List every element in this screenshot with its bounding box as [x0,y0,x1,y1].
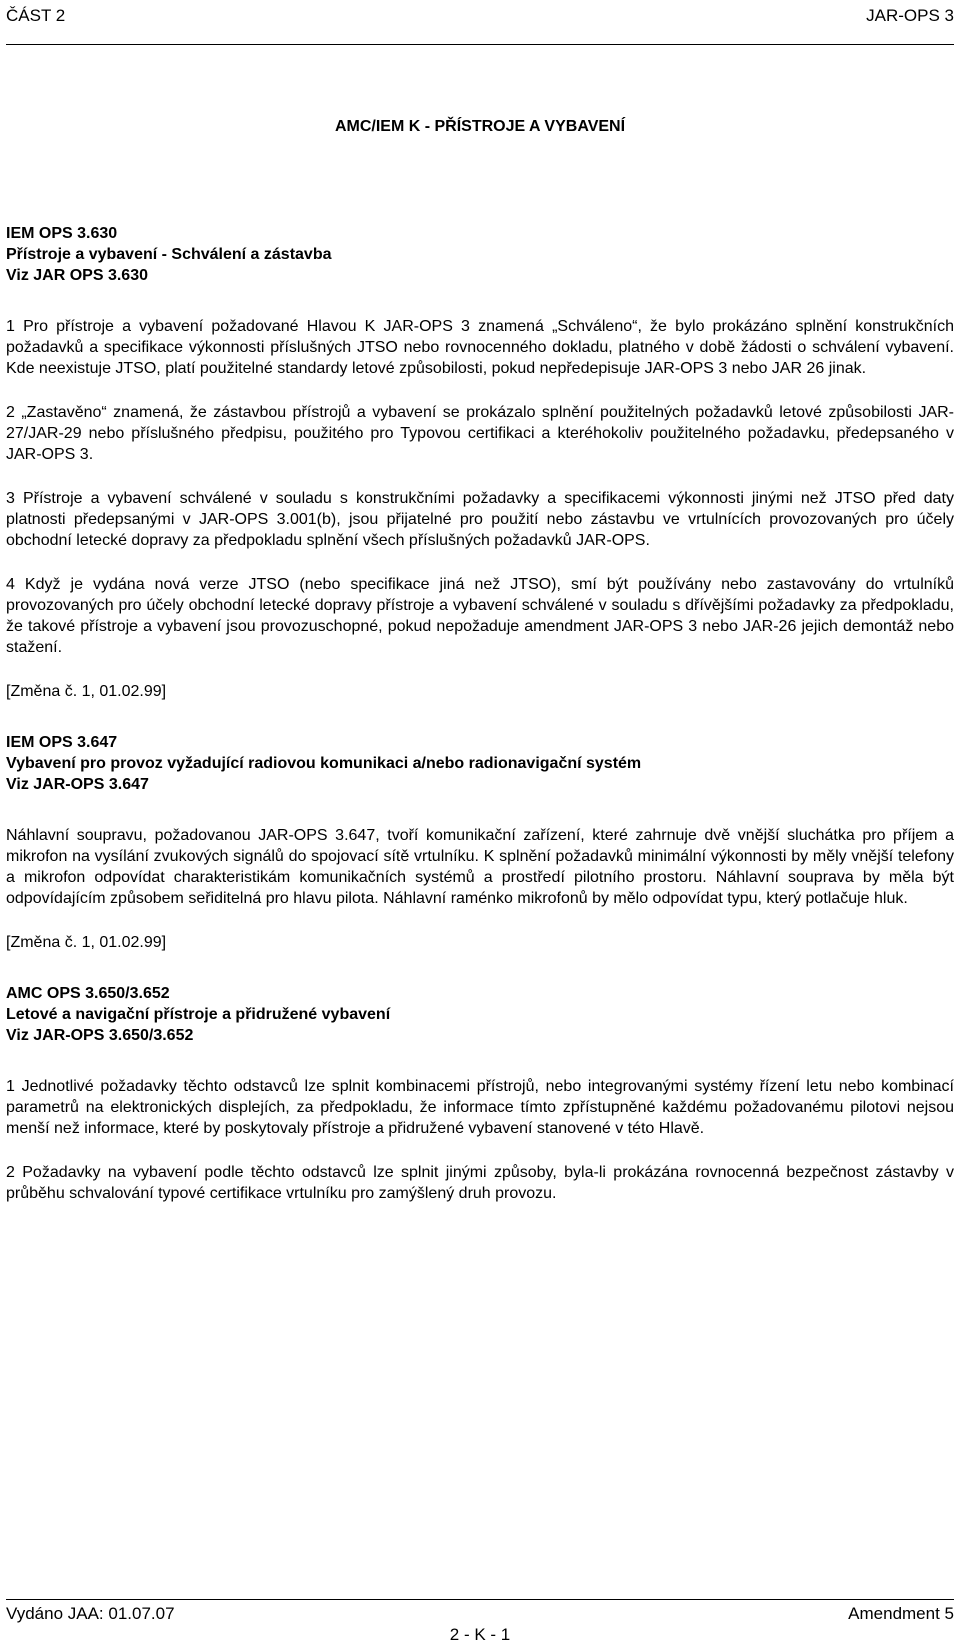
footer-amendment: Amendment 5 [848,1604,954,1623]
paragraph: 2 Požadavky na vybavení podle těchto odstavců lze splnit jinými způsoby, byla-li prokázána rovnocenná bezpečnost zástavby v průběhu schvalování typové certifikace vrtulníku pro zamýšlený druh provozu. [6,1164,954,1202]
page-title: AMC/IEM K - PŘÍSTROJE A VYBAVENÍ [334,118,626,135]
section-iem-ops-3-630 [6,223,954,702]
section-title: Přístroje a vybavení - Schválení a zástavba [6,246,332,263]
footer-issue-date: Vydáno JAA: 01.07.07 [6,1604,175,1623]
section-reference: Viz JAR OPS 3.630 [6,267,148,284]
paragraph: Náhlavní soupravu, požadovanou JAR-OPS 3.647, tvoří komunikační zařízení, které zahrnuje dvě vnější sluchátka pro příjem a mikrofon na vysílání zvukových signálů do spojovací sítě vrtulníku. K splnění požadavků minimální výkonnosti by měly vnější telefony a mikrofon odpovídat charakteristikám komunikačních systémů a prostředí pilotního prostoru. Náhlavní souprava by měla být odpovídajícím způsobem seřiditelná pro hlavu pilota. Náhlavní raménko mikrofonů by mělo odpovídat typu, který potlačuje hluk. [6,827,954,907]
section-heading [6,223,954,286]
section-reference: Viz JAR-OPS 3.647 [6,776,149,793]
section-code: IEM OPS 3.647 [6,734,118,751]
paragraph: 1 Jednotlivé požadavky těchto odstavců lze splnit kombinacemi přístrojů, nebo integrovanými systémy řízení letu nebo kombinací parametrů na elektronických displejích, za předpokladu, že informace tímto zpřístupněné každému požadovanému pilotovi nejsou menší než informace, které by poskytovaly přístroje a přidružené vybavení stanovené v této Hlavě. [6,1078,954,1137]
section-code: IEM OPS 3.630 [6,225,118,242]
section-title: Vybavení pro provoz vyžadující radiovou komunikaci a/nebo radionavigační systém [6,755,642,772]
section-heading [6,732,954,795]
section-code: AMC OPS 3.650/3.652 [6,985,170,1002]
paragraph: 1 Pro přístroje a vybavení požadované Hlavou K JAR-OPS 3 znamená „Schváleno“, že bylo prokázáno splnění konstrukčních požadavků a specifikace výkonnosti příslušných JTSO nebo rovnocenného dokladu, platného v době žádosti o schválení vybavení. Kde neexistuje JTSO, platí použitelné standardy letové způsobilosti, pokud nepředepisuje JAR-OPS 3 nebo JAR 26 jinak. [6,318,954,377]
page-number: 2 - K - 1 [449,1625,511,1644]
amendment-note: [Změna č. 1, 01.02.99] [6,934,167,951]
paragraph: 3 Přístroje a vybavení schválené v souladu s konstrukčními požadavky a specifikacemi výkonnosti jinými než JTSO před daty platnosti předepsanými v JAR-OPS 3.001(b), jsou přijatelné pro použití nebo zástavbu ve vrtulnících provozovaných pro účely obchodní letecké dopravy za předpokladu splnění všech příslušných požadavků JAR-OPS. [6,490,954,549]
section-heading [6,983,954,1046]
section-title: Letové a navigační přístroje a přidružené vybavení [6,1006,391,1023]
paragraph: 2 „Zastavěno“ znamená, že zástavbou přístrojů a vybavení se prokázalo splnění použitelných požadavků letové způsobilosti JAR-27/JAR-29 nebo příslušného předpisu, použitého pro Typovou certifikaci a kteréhokoliv použitelného požadavku, předepsaného v JAR-OPS 3. [6,404,954,463]
header-document-code: JAR-OPS 3 [866,6,954,25]
paragraph: 4 Když je vydána nová verze JTSO (nebo specifikace jiná než JTSO), smí být používány nebo zastavovány do vrtulníků provozovaných pro účely obchodní letecké dopravy přístroje a vybavení schválené v souladu s dřívějšími požadavky za předpokladu, že takové přístroje a vybavení jsou provozuschopné, pokud nepožaduje amendment JAR-OPS 3 nebo JAR-26 jejich demontáž nebo stažení. [6,576,954,656]
section-reference: Viz JAR-OPS 3.650/3.652 [6,1027,194,1044]
page-footer [6,1599,954,1644]
header-part-label: ČÁST 2 [6,6,66,25]
amendment-note: [Změna č. 1, 01.02.99] [6,683,167,700]
document-body [6,116,954,1204]
page-header [6,4,954,45]
section-iem-ops-3-647 [6,732,954,953]
section-amc-ops-3-650-3-652 [6,983,954,1204]
